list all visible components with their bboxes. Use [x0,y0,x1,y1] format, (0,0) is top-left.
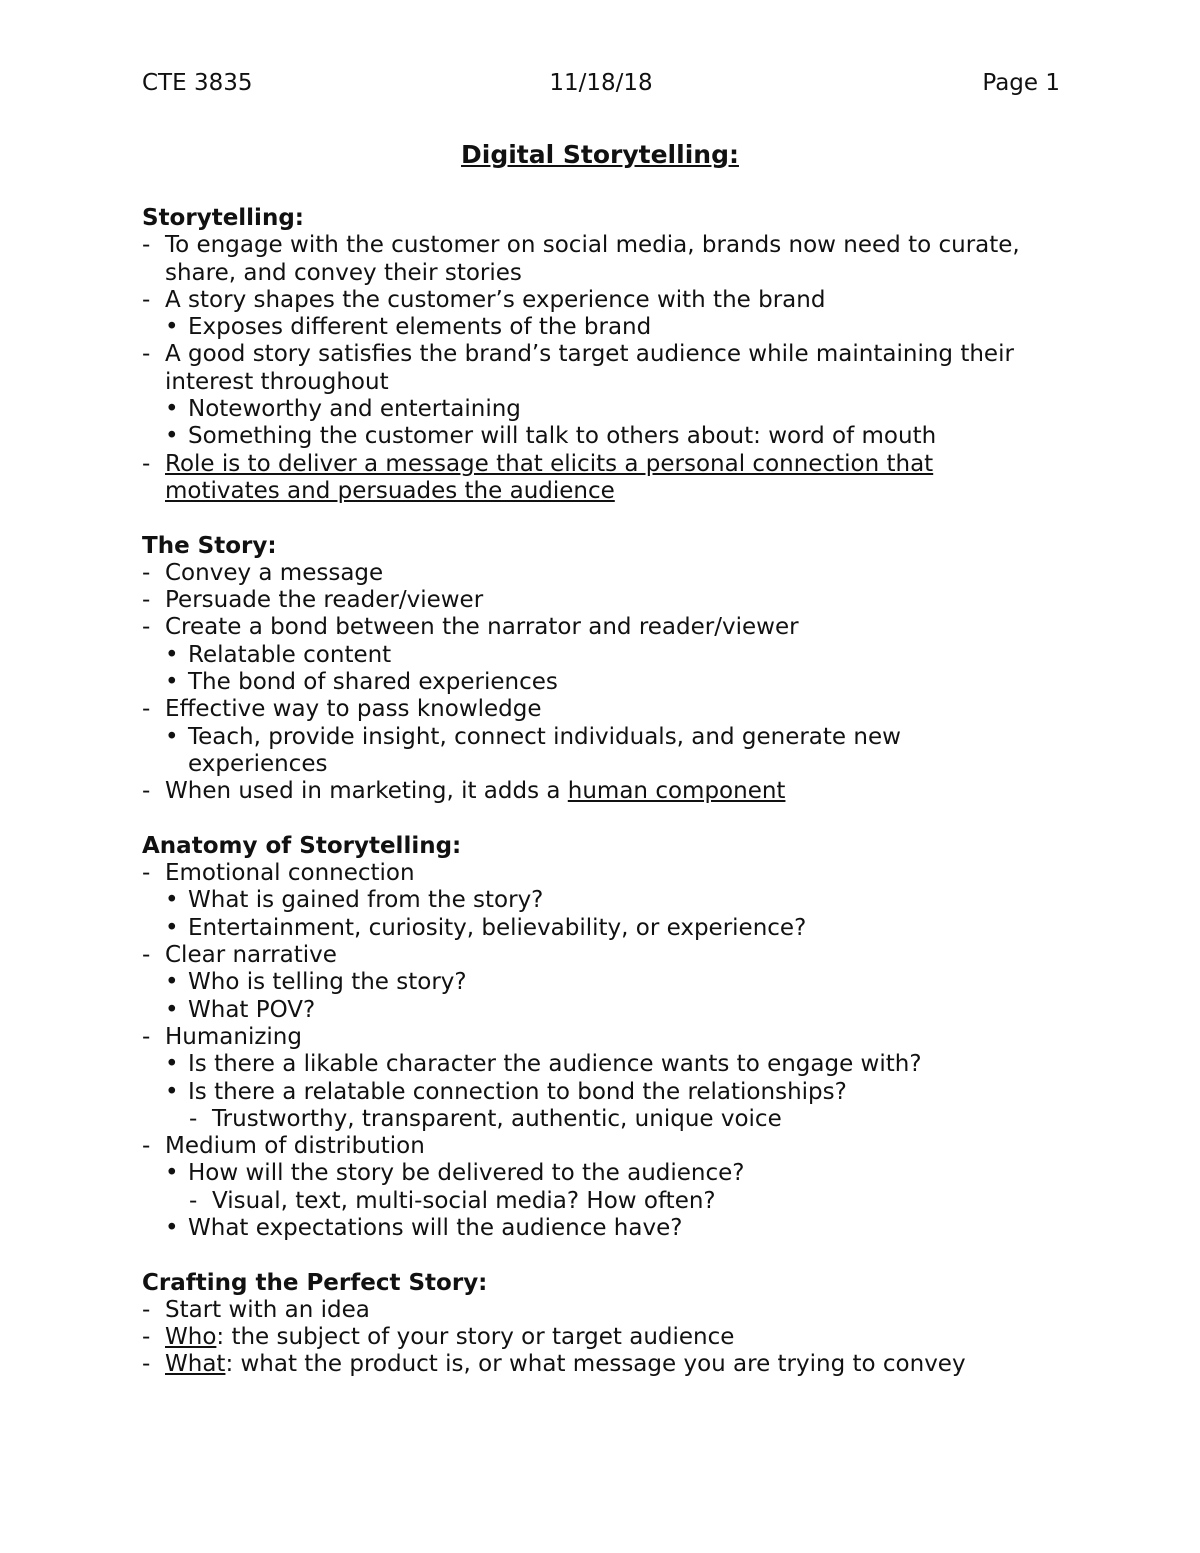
dash-item [142,1324,1042,1351]
item-text: Who is telling the story? [188,969,467,996]
item-text: Clear narrative [165,942,337,969]
dash-icon: - [142,778,151,805]
dash-icon: - [142,286,151,313]
dash-item [142,341,1042,396]
item-text: Role is to deliver a message that elicits a personal connection that motivates and persuades the audience [165,450,934,504]
item-text: What expectations will the audience have? [188,1214,683,1241]
dash-item [142,860,1042,887]
dash-item [142,1351,1042,1378]
section-heading: Anatomy of Storytelling: [142,832,462,859]
dash-icon: - [142,341,151,368]
bullet-icon: • [165,914,179,941]
section [142,1270,1042,1379]
dash-icon: - [142,860,151,887]
bullet-item [165,724,1042,779]
section-heading: Storytelling: [142,205,304,231]
item-text: Create a bond between the narrator and reader/viewer [165,614,799,641]
item-text: Convey a message [165,559,384,586]
bullet-item [165,887,1042,914]
bullet-item [165,396,1042,423]
item-text: What [165,1351,226,1378]
document-title: Digital Storytelling: [461,140,739,169]
item-text: : the subject of your story or target audience [216,1324,735,1351]
dash-item [142,232,1042,287]
item-text: Something the customer will talk to others about: word of mouth [188,423,937,450]
header-date: 11/18/18 [549,70,653,96]
bullet-icon: • [165,1078,179,1105]
bullet-icon: • [165,996,179,1023]
dash-icon: - [189,1187,198,1214]
document-body [142,205,1042,1406]
course-code: CTE 3835 [142,70,253,96]
bullet-icon: • [165,314,179,341]
item-text: A good story satisfies the brand’s target audience while maintaining their interest throughout [165,341,1014,395]
dash-icon: - [142,587,151,614]
bullet-item [165,997,1042,1024]
bullet-item [165,915,1042,942]
dash-item [142,1297,1042,1324]
dash-item [142,614,1042,641]
dash-icon: - [142,450,151,477]
bullet-item [165,642,1042,669]
bullet-item [165,314,1042,341]
bullet-item [165,1215,1042,1242]
item-text: Medium of distribution [165,1133,425,1160]
item-text: Who [165,1324,217,1351]
bullet-icon: • [165,1160,179,1187]
dash-icon: - [142,1133,151,1160]
section [142,533,1042,806]
dash-item [142,287,1042,314]
item-text: : what the product is, or what message you are trying to convey [225,1351,966,1378]
item-text: Start with an idea [165,1296,370,1323]
dash-icon: - [142,614,151,641]
section-heading: Crafting the Perfect Story: [142,1269,488,1296]
bullet-icon: • [165,641,179,668]
bullet-item [165,1079,1042,1106]
dash-item [142,587,1042,614]
bullet-item [165,423,1042,450]
dash-icon: - [142,232,151,259]
dash-icon: - [142,1351,151,1378]
item-text: human component [567,778,786,805]
dash-item [189,1106,1042,1133]
bullet-item [165,969,1042,996]
bullet-item [165,1051,1042,1078]
item-text: A story shapes the customer’s experience with the brand [165,286,826,313]
item-text: Visual, text, multi-social media? How often? [212,1187,716,1214]
item-text: Exposes different elements of the brand [188,314,652,341]
section [142,205,1042,505]
bullet-icon: • [165,1051,179,1078]
item-text: Noteworthy and entertaining [188,396,521,423]
item-text: Entertainment, curiosity, believability, or experience? [188,914,807,941]
item-text: Teach, provide insight, connect individuals, and generate new experiences [188,723,901,777]
item-text: Effective way to pass knowledge [165,696,542,723]
bullet-icon: • [165,969,179,996]
dash-icon: - [142,559,151,586]
page-header [142,70,1060,102]
item-text: Persuade the reader/viewer [165,587,484,614]
bullet-icon: • [165,423,179,450]
section-heading: The Story: [142,532,277,559]
dash-item [142,1133,1042,1160]
item-text: What POV? [188,996,316,1023]
dash-icon: - [142,1023,151,1050]
bullet-item [165,669,1042,696]
dash-item [142,451,1042,506]
bullet-icon: • [165,669,179,696]
item-text: Trustworthy, transparent, authentic, unique voice [212,1105,782,1132]
item-text: Emotional connection [165,860,415,887]
dash-icon: - [142,942,151,969]
dash-icon: - [142,696,151,723]
dash-item [189,1188,1042,1215]
bullet-icon: • [165,887,179,914]
bullet-icon: • [165,1214,179,1241]
dash-item [142,1024,1042,1051]
item-text: Humanizing [165,1023,302,1050]
item-text: To engage with the customer on social media, brands now need to curate, share, and convey their stories [165,232,1020,286]
item-text: What is gained from the story? [188,887,544,914]
item-text: How will the story be delivered to the audience? [188,1160,745,1187]
item-text: Is there a relatable connection to bond the relationships? [188,1078,847,1105]
dash-item [142,696,1042,723]
page-number: Page 1 [982,70,1060,96]
item-text: Relatable content [188,641,392,668]
dash-icon: - [142,1296,151,1323]
bullet-icon: • [165,723,179,750]
item-text: When used in marketing, it adds a [165,778,568,805]
section [142,833,1042,1242]
dash-item [142,778,1042,805]
dash-item [142,942,1042,969]
item-text: The bond of shared experiences [188,669,558,696]
item-text: Is there a likable character the audience wants to engage with? [188,1051,922,1078]
bullet-icon: • [165,396,179,423]
dash-item [142,560,1042,587]
dash-icon: - [189,1105,198,1132]
dash-icon: - [142,1324,151,1351]
bullet-item [165,1160,1042,1187]
